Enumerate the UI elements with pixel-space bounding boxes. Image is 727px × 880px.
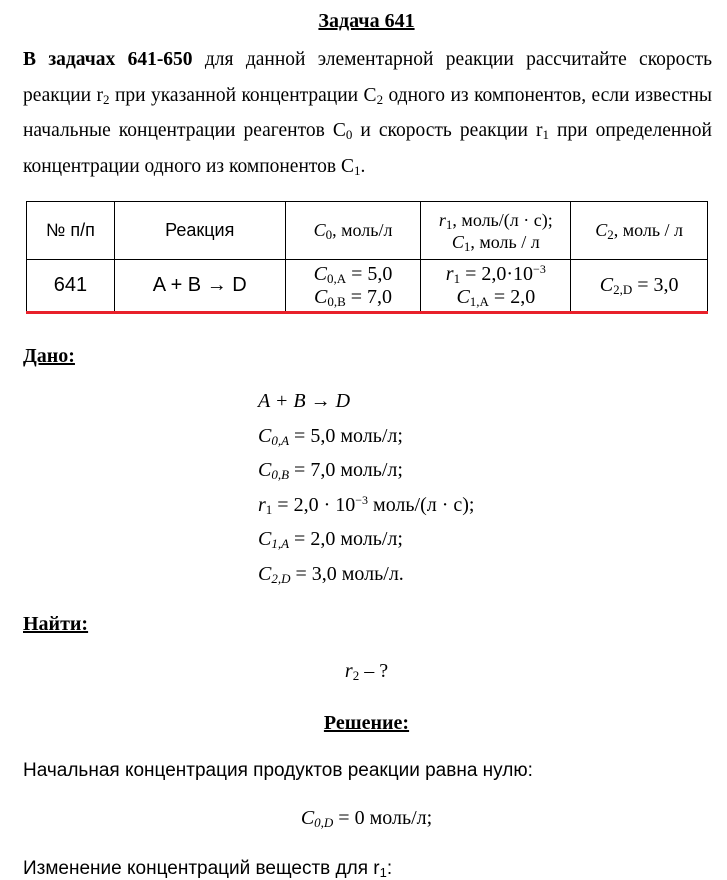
intro-sub-2: 2 [376,91,384,107]
header-c0-unit: , моль/л [332,220,393,240]
header-r1-line [421,209,570,231]
given-c0a [258,419,474,454]
header-r1-unit: , моль/(л · с); [452,209,553,230]
c0d-formula [0,807,727,830]
cell-c0a-sub: 0,A [326,270,347,286]
given-r1-unit: моль/(л · с); [368,493,475,516]
cell-c0a-value: = 5,0 [346,262,393,285]
concentration-change-colon: : [386,858,393,879]
problem-statement [23,42,712,184]
header-c1-sub: 1 [463,238,471,254]
cell-c0b-value: = 7,0 [345,285,393,308]
given-list [258,384,474,591]
given-c2d [258,557,474,592]
intro-text-4: и скорость реакции r [352,120,543,141]
cell-c0 [285,260,421,312]
find-formula [0,660,727,683]
c0d-symbol: C [300,807,315,829]
table-header-row [27,202,708,260]
cell-reaction: A + B → D [114,260,285,312]
c0d-value: = 0 моль/л; [333,807,433,829]
header-r1-symbol: r [438,209,446,230]
cell-c0a-symbol: C [313,262,327,285]
given-r1-symbol: r [258,493,266,516]
intro-bold: В задачах 641-650 [23,49,193,70]
cell-c2d-value: = 3,0 [632,274,679,296]
cell-c1a [421,286,570,309]
given-r1-exponent: −3 [355,492,369,507]
given-r1-sub: 1 [265,501,273,517]
cell-c0b [286,286,421,309]
find-sub: 2 [352,668,360,683]
header-c0-symbol: C [313,220,326,240]
cell-c0b-symbol: C [314,285,328,308]
cell-r1-sub: 1 [453,270,461,286]
header-c0-sub: 0 [325,227,333,242]
intro-sub-1: 2 [103,91,110,107]
given-c2d-sub: 2,D [271,570,291,586]
find-heading: Найти: [23,613,89,635]
cell-c0b-sub: 0,B [327,293,346,309]
cell-r1-c1 [421,260,571,312]
find-rest: – ? [359,660,389,682]
header-c1-line [421,231,570,253]
concentration-change-text: Изменение концентраций веществ для r [23,858,380,879]
header-r1-sub: 1 [445,216,453,232]
header-c2-symbol: C [595,220,608,240]
intro-text-1: для данной элементарной реакции рассчитайте скорость реакции r [23,49,712,106]
table-row [27,260,708,312]
given-c0b [258,453,474,488]
intro-sub-4: 1 [542,127,549,142]
cell-r1-value: = 2,0·10 [460,262,534,285]
given-c1a-value: = 2,0 моль/л; [289,528,403,550]
given-c0a-symbol: C [258,424,272,447]
given-c1a-sub: 1,A [271,536,290,551]
intro-text-3: одного из компонентов, если известны начальные концентрации реагентов C [23,84,712,141]
given-c0b-sub: 0,B [271,467,290,482]
given-c0a-sub: 0,A [271,432,290,448]
header-c2 [571,202,708,260]
c0d-sub: 0,D [314,815,334,830]
header-c1-symbol: C [451,231,464,252]
cell-c0a [286,263,421,286]
given-c0b-symbol: C [258,459,272,481]
given-heading: Дано: [23,345,75,367]
intro-sub-5: 1 [354,162,361,178]
cell-r1 [421,263,570,286]
given-reaction: A + B → D [258,390,351,412]
intro-text-6: . [360,155,366,177]
given-r1-value: = 2,0 · 10 [272,493,356,516]
cell-c2d-sub: 2,D [613,282,633,297]
header-reaction: Реакция [114,202,285,260]
data-table [26,201,708,312]
cell-c2d-symbol: C [599,274,614,296]
red-underline [26,311,708,314]
intro-sub-3: 0 [345,127,353,142]
cell-number: 641 [27,260,115,312]
header-number: № п/п [27,202,115,260]
intro-text-2: при указанной концентрации C [109,84,377,106]
cell-r1-exponent: −3 [533,261,546,276]
concentration-change-line [23,858,392,880]
cell-c1a-symbol: C [456,285,470,308]
intro-text-5: при определенной концентрации одного из компонентов C [23,120,712,177]
concentration-change-sub: 1 [379,865,387,880]
header-c2-sub: 2 [607,227,614,242]
initial-concentration-note: Начальная концентрация продуктов реакции равна нулю: [23,760,533,781]
given-c2d-symbol: C [258,562,272,585]
header-c2-unit: , моль / л [613,220,684,240]
cell-r1-symbol: r [445,262,454,285]
given-c0a-value: = 5,0 моль/л; [289,424,403,447]
given-c0b-value: = 7,0 моль/л; [289,459,403,481]
given-c2d-value: = 3,0 моль/л. [290,562,404,585]
header-c0 [285,202,421,260]
cell-c1a-value: = 2,0 [488,285,536,308]
given-r1 [258,488,474,523]
header-c1-unit: , моль / л [470,231,540,252]
cell-c2d [571,260,708,312]
cell-c1a-sub: 1,A [469,293,489,309]
given-c1a [258,522,474,557]
header-r1-c1 [421,202,571,260]
given-c1a-symbol: C [258,528,272,550]
find-symbol: r [344,660,353,682]
task-title: Задача 641 [318,10,415,32]
solution-heading: Решение: [323,712,410,734]
